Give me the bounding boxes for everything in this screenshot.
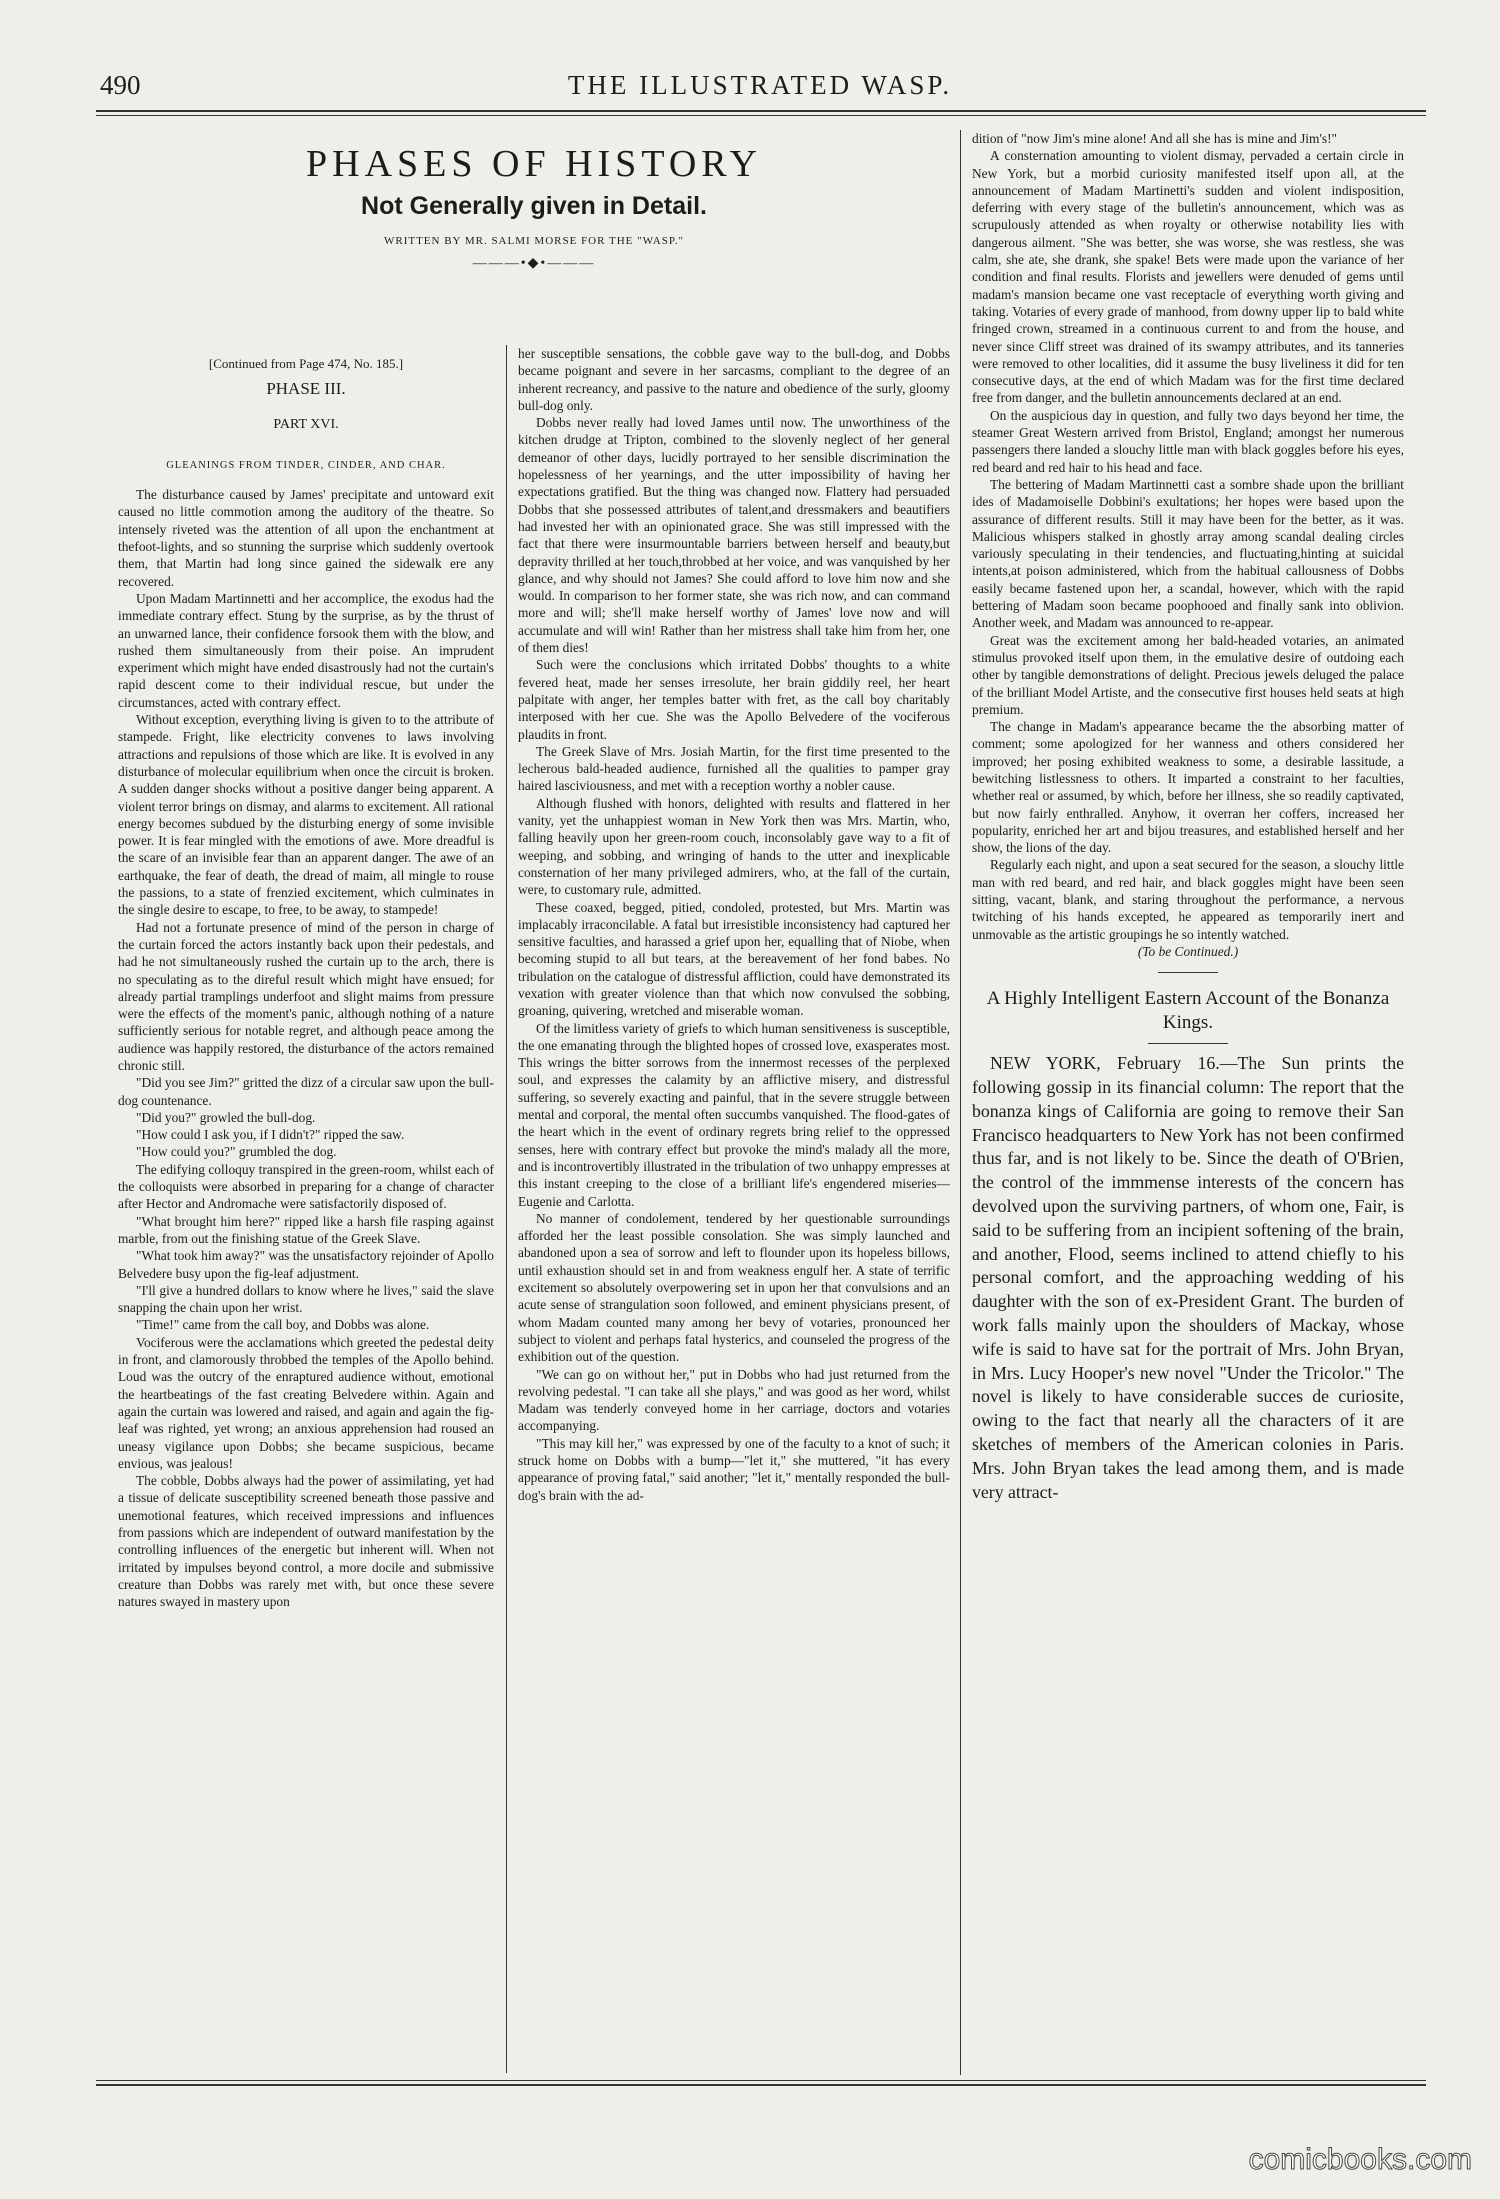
paragraph: The cobble, Dobbs always had the power of assimilating, yet had a tissue of delicate susceptibility screened beneath those passive and unemotional features, which received impressions and influences from passions which are independent of outward manifestation by the controlling influences of the energetic but inherent will. When not irritated by impulses beyond control, a more docile and submissive creature than Dobbs was rarely met with, but once these severe natures swayed in mastery upon [118,1473,494,1610]
footer-rule [96,2080,1426,2086]
paragraph: Regularly each night, and upon a seat secured for the season, a slouchy little man with red beard, and red hair, and black goggles might have been seen sitting, vacant, blank, and staring throughout the performance, a nervous twitching of his hands excepted, he appeared as temporarily inert and unmovable as the artistic groupings he so intently watched. [972,857,1404,942]
article2-title: A Highly Intelligent Eastern Account of the Bonanza Kings. [986,988,1390,1034]
paragraph: "Did you?" growled the bull-dog. [136,1109,316,1125]
paragraph: Although flushed with honors, delighted with results and flattered in her vanity, yet the unhappiest woman in New York then was Mrs. Martin, who, falling heavily upon her green-room couch, inconsolably gave way to a fit of weeping, and sobbing, and wringing of hands to the utter and inexplicable consternation of her many privileged admirers, who, at the fall of the curtain, were, to customary rule, admitted. [518,795,950,898]
column-2-body [518,345,950,2073]
watermark-text: comicbooks.com [1248,2143,1472,2176]
paragraph: No manner of condolement, tendered by her questionable surroundings afforded her the least possible consolation. She was simply launched and abandoned upon a sea of sorrow and left to flounder upon its hopeless billows, until exhaustion should set in and from weakness engulf her. A state of terrific excitement so absolutely overpowering set in upon her that convulsions and an acute sense of strangulation soon followed, and eminent physicians present, of whom Madam counted many among her bevy of votaries, pronounced her subject to violent and perhaps fatal hysterics, and counseled the progress of the exhibition out of the question. [518,1210,950,1365]
paragraph: "How could you?" grumbled the dog. [136,1144,337,1160]
article2-rule [1148,1043,1228,1044]
page-header [100,70,1420,110]
paragraph: "How could I ask you, if I didn't?" ripped the saw. [136,1127,405,1143]
paragraph: Without exception, everything living is given to to the attribute of stampede. Fright, like electricity convenes to laws involving attractions and repulsions of those which are like. It is evolved in any disturbance of molecular equilibrium when once the circuit is broken. A sudden danger shocks without a positive danger being apparent. A violent terror brings on dismay, and alarms to excitement. All rational energy becomes subdued by the disturbing energy of some invisible power. It is fear mingled with the emotions of awe. More dreadful is the scare of an invisible fear than an apparent danger. The awe of an earthquake, the fear of death, the dread of maim, all mingle to rouse the passions, to a state of frenzied excitement, which culminates in the single desire to escape, to free, to be away, to stampede! [118,712,494,918]
ornament-divider: ———•◆•——— [472,256,596,271]
paragraph: The bettering of Madam Martinnetti cast a sombre shade upon the brilliant ides of Madamoiselle Dobbini's exultations; her hopes were based upon the assurance of different results. Still it may have been for the better, as it was. Malicious whispers stalked in ghostly array among scandal dealing circles variously speculating in their tendencies, and fluctuating,hinting at suicidal intents,at poison administered, which from the habitual callousness of Dobbs easily became fastened upon her, a scandal, however, which with the rapid bettering of Madam soon became poophooed and finally sank into oblivion. Another week, and Madam was announced to re-appear. [972,476,1404,631]
column-1-body [118,345,494,2073]
masthead-title: THE ILLUSTRATED WASP. [567,70,953,100]
column-divider-1 [506,345,507,2073]
paragraph: The Greek Slave of Mrs. Josiah Martin, for the first time presented to the lecherous bald-headed audience, furnished all the qualities to pamper gray haired lasciviousness, and met with a reception worthy a nobler cause. [518,743,950,794]
paragraph: Of the limitless variety of griefs to which human sensitiveness is susceptible, the one emanating through the blighted hopes of crossed love, exasperates most. This wrings the bitter sorrows from the innermost recesses of the perplexed soul, and expresses the calamity by an afflictive misery, and distressful suffering, so severely exacting and painful, that in the severe struggle between mental and corporal, the mental often succumbs vanquished. The flood-gates of the heart which in the event of ordinary regrets bring relief to the oppressed senses, here with contrary effect but provoke the mind's malady all the more, and is incontrovertibly illustrated in the tribulation of two unhappy empresses at this instant creeping to the close of a brilliant life's engendered miseries—Eugenie and Carlotta. [518,1020,950,1209]
paragraph: On the auspicious day in question, and fully two days beyond her time, the steamer Great Western arrived from Bristol, England; amongst her numerous passengers there landed a slouchy little man with black goggles before his eyes, red beard and red hair to his head and face. [972,407,1404,475]
section-rule [1158,972,1218,973]
paragraph: Dobbs never really had loved James until now. The unworthiness of the kitchen drudge at Tripton, combined to the slovenly neglect of her general demeanor of other days, lucidly portrayed to her sensible discrimination the hopelessness of her yearnings, and the utter impossibility of having her expectations gratified. But the thing was changed now. Flattery had persuaded Dobbs that she possessed attributes of talent,and dressmakers and beautifiers had invested her with an opinionated grace. She was still impressed with the fact that there were insurmountable barriers between herself and beauty,but depravity thrilled at her touch,throbbed at her voice, and was vanquished by her glance, and why should not James? She could afford to love him now and she would. In comparison to her former state, she was rich now, and can command more and will; she'll make herself worthy of James' love now and will accumulate and will win! Rather than her mistress shall take him from her, one of them dies! [518,415,950,656]
article2-body [972,1052,1404,1504]
article-byline: WRITTEN BY MR. SALMI MORSE FOR THE "WASP." [383,235,685,247]
paragraph: Such were the conclusions which irritated Dobbs' thoughts to a white fevered heat, made her senses irresolute, her brain giddily reel, her heart palpitate with anger, her temples batter with fret, as the call boy charitably interposed with her cue. She was the Apollo Belvedere of the vociferous plaudits in front. [518,657,950,742]
paragraph: The edifying colloquy transpired in the green-room, whilst each of the colloquists were absorbed in preparing for a change of character after Hector and Andromache were satisfactorily disposed of. [118,1161,494,1212]
article-subtitle: Not Generally given in Detail. [361,192,707,220]
paragraph: "Time!" came from the call boy, and Dobbs was alone. [136,1317,430,1333]
paragraph: "What brought him here?" ripped like a harsh file rasping against marble, from out the finishing statue of the Greek Slave. [118,1213,494,1246]
continued-note: [Continued from Page 474, No. 185.] [208,356,404,371]
column-3-body [972,130,1404,2075]
paragraph: The disturbance caused by James' precipitate and untoward exit caused no little commotion among the auditory of the theatre. So intensely riveted was the attention of all upon the enchantment at thefoot-lights, and so stunning the surprise which suddenly overtook them, that Martin had long since gained the sidewalk ere any recovered. [118,487,494,589]
column-divider-2 [960,130,961,2075]
paragraph: NEW YORK, February 16.—The Sun prints the following gossip in its financial column: The report that the bonanza kings of California are going to remove their San Francisco headquarters to New York has not been confirmed thus far, and is not likely to be. Since the death of O'Brien, the control of the immmense interests of the concern has devolved upon the surviving partners, of whom one, Fair, is said to be suffering from an incipient softening of the brain, and another, Flood, seems inclined to attend chiefly to his personal comfort, and the approaching wedding of his daughter with the son of ex-President Grant. The burden of work falls mainly upon the shoulders of Mackay, whose wife is said to have sat for the portrait of Mrs. John Bryan, in Mrs. Lucy Hooper's new novel "Under the Tricolor." The novel is likely to have considerable succes de curiosite, owing to the fact that nearly all the characters of it are sketches of members of the American colonies in Paris. Mrs. John Bryan takes the lead among them, and is made very attract- [972,1053,1404,1502]
paragraph: her susceptible sensations, the cobble gave way to the bull-dog, and Dobbs became poignant and severe in her sarcasms, compliant to the degree of an inherent recreancy, and passive to the nature and obedience of the surly, gloomy bull-dog only. [518,346,950,413]
paragraph: "We can go on without her," put in Dobbs who had just returned from the revolving pedestal. "I can take all she plays," and was good as her word, whilst Madam was tenderly conveyed home in her carriage, doctors and votaries accompanying. [518,1366,950,1434]
article-heading [118,130,950,286]
paragraph: dition of "now Jim's mine alone! And all she has is mine and Jim's!" [972,131,1337,146]
paragraph: These coaxed, begged, pitied, condoled, protested, but Mrs. Martin was implacably irraconcilable. A fatal but irresistible inconsistency had captured her sensitive faculties, and harassed a grief upon her, equalling that of Niobe, when becoming stupid to all but tears, at the bereavement of her fond babes. No tribulation on the catalogue of distressful affliction, could have demonstrated its vexation with greater violence than that which now convulsed the sobbing, groaning, quivering, wretched and miserable woman. [518,899,950,1019]
phase-heading: PHASE III. [266,379,346,399]
paragraph: Upon Madam Martinnetti and her accomplice, the exodus had the immediate contrary effect. Stung by the surprise, as by the thrust of an unwarned lance, their confidence forsook them with the blow, and rushed them simultaneously from their poise. An imprudent experiment which might have ended disastrously had not the curtain's rapid descent come to their individual rescue, but under the circumstances, acted with contrary effect. [118,590,494,710]
paragraph: Vociferous were the acclamations which greeted the pedestal deity in front, and clamorously throbbed the temples of the Apollo behind. Loud was the outcry of the enraptured audience without, emotional the heartbeatings of the fast creating Belvedere within. Again and again the curtain was lowered and raised, and again and again the fig-leaf was righted, yet wrong; an anxious apprehension had roused an uneasy vigilance upon Dobbs; she became suspicious, became envious, was jealous! [118,1334,494,1471]
paragraph: "This may kill her," was expressed by one of the faculty to a knot of such; it struck home on Dobbs with a bump—"let it," she muttered, "it has every appearance of proving fatal," said another; "let it," mentally responded the bull-dog's brain with the ad- [518,1435,950,1503]
to-be-continued: (To be Continued.) [1137,943,1239,959]
paragraph: "What took him away?" was the unsatisfactory rejoinder of Apollo Belvedere busy upon the fig-leaf adjustment. [118,1248,494,1281]
section-heading: GLEANINGS FROM TINDER, CINDER, AND CHAR. [166,459,446,471]
paragraph: "Did you see Jim?" gritted the dizz of a circular saw upon the bull-dog countenance. [118,1075,494,1108]
paragraph: A consternation amounting to violent dismay, pervaded a certain circle in New York, but a morbid curiosity manifested itself upon all, at the announcement of Madam Martinetti's sudden and violent indisposition, deferring with every stage of the bulletin's announcement, which was as scrupulously attended as when royalty or otherwise notability lies with dangerous ailment. "She was better, she was worse, she was restless, she was calm, she ate, she drank, she spake! Bets were made upon the variance of her condition and final results. Florists and jewellers were denuded of gems until madam's mansion became one vast receptacle of everything worth giving and taking. Votaries of every grade of manhood, from downy upper lip to bald white fringed crown, streamed in a continuous current to and from the house, and never since Cliff street was drained of its swampy attributes, and its tanneries were removed to other localities, did it assume the busy liveliness it did for ten consecutive days, at the end of which Madam was for the first time declared free from danger, and the bulletin announcements declared at an end. [972,148,1404,406]
page-number: 490 [100,70,141,100]
paragraph: The change in Madam's appearance became the the absorbing matter of comment; some apologized for her wanness and others considered her improved; her posing exhibited weakness to some, a desirable lassitude, a bewitching listlessness to others. It imparted a constraint to her faculties, whether real or assumed, by which, before her illness, she so readily captivated, but now fairly enthralled. Anyhow, it overran her coffers, increased her popularity, enriched her art and bijou treasures, and established herself and her show, the lions of the day. [972,719,1404,856]
header-rule [96,110,1426,116]
paragraph: "I'll give a hundred dollars to know where he lives," said the slave snapping the chain upon her wrist. [118,1282,494,1316]
article-title-display: PHASES OF HISTORY [306,143,762,185]
paragraph: Had not a fortunate presence of mind of the person in charge of the curtain forced the actors instantly back upon their pedestals, and had he not simultaneously rushed the curtain up to the arch, there is no speculating as to the direful result which might have ensued; for already partial tramplings underfoot and slight maims from pressure were the effects of the moment's panic, although nothing of a nature sufficiently serious for notable regret, and although peace among the audience was happily restored, the disturbance of the actors remained chronic still. [118,919,494,1073]
paragraph: Great was the excitement among her bald-headed votaries, an animated stimulus provoked itself upon them, in the emulative desire of outdoing each other by tangible demonstrations of delight. Precious jewels deluged the palace of the brilliant Model Artiste, and the consecutive first houses held seats at high premium. [972,632,1404,717]
part-heading: PART XVI. [273,416,339,432]
